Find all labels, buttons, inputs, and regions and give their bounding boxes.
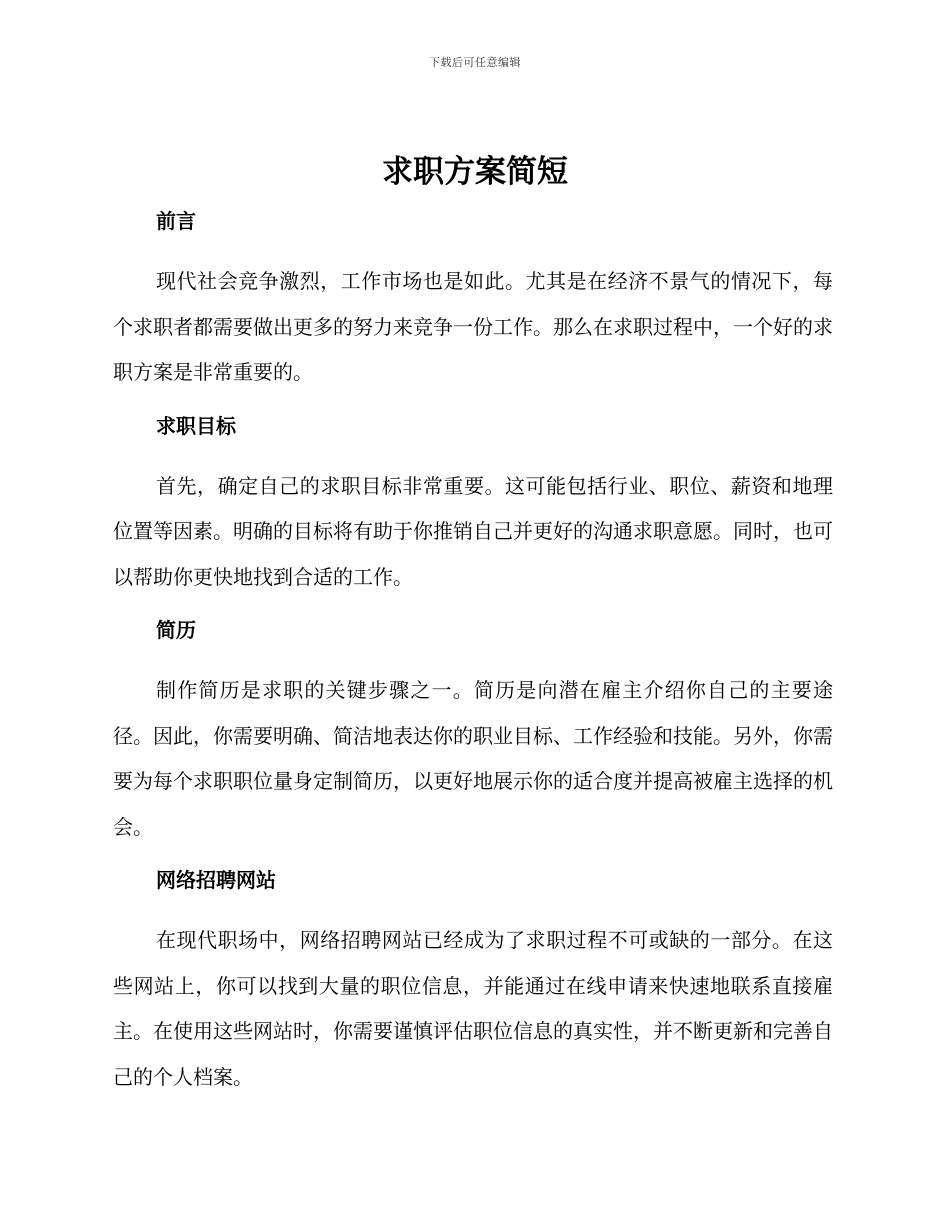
section-heading: 求职目标: [156, 413, 236, 438]
document-body: [113, 203, 833, 1112]
section-paragraph: 制作简历是求职的关键步骤之一。简历是向潜在雇主介绍你自己的主要途径。因此，你需要明确、简洁地表达你的职业目标、工作经验和技能。另外，你需要为每个求职职位量身定制简历，以更好地展示你的适合度并提高被雇主选择的机会。: [113, 678, 833, 839]
section-paragraph: 首先，确定自己的求职目标非常重要。这可能包括行业、职位、薪资和地理位置等因素。明确的目标将有助于你推销自己并更好的沟通求职意愿。同时，也可以帮助你更快地找到合适的工作。: [113, 473, 833, 589]
section-job-websites: [113, 862, 833, 1100]
section-paragraph: 在现代职场中，网络招聘网站已经成为了求职过程不可或缺的一部分。在这些网站上，你可以找到大量的职位信息，并能通过在线申请来快速地联系直接雇主。在使用这些网站时，你需要谨慎评估职位信息的真实性，并不断更新和完善自己的个人档案。: [113, 928, 833, 1089]
section-job-goal: [113, 408, 833, 601]
section-paragraph: 现代社会竞争激烈，工作市场也是如此。尤其是在经济不景气的情况下，每个求职者都需要做出更多的努力来竞争一份工作。那么在求职过程中，一个好的求职方案是非常重要的。: [113, 269, 833, 384]
section-heading: 简历: [156, 618, 196, 642]
section-resume: [113, 612, 833, 850]
section-heading: 网络招聘网站: [156, 868, 276, 892]
page-header-note: 下载后可任意编辑: [429, 56, 521, 69]
section-heading: 前言: [156, 209, 196, 233]
document-title: 求职方案简短: [382, 154, 568, 190]
section-preface: [113, 203, 833, 396]
